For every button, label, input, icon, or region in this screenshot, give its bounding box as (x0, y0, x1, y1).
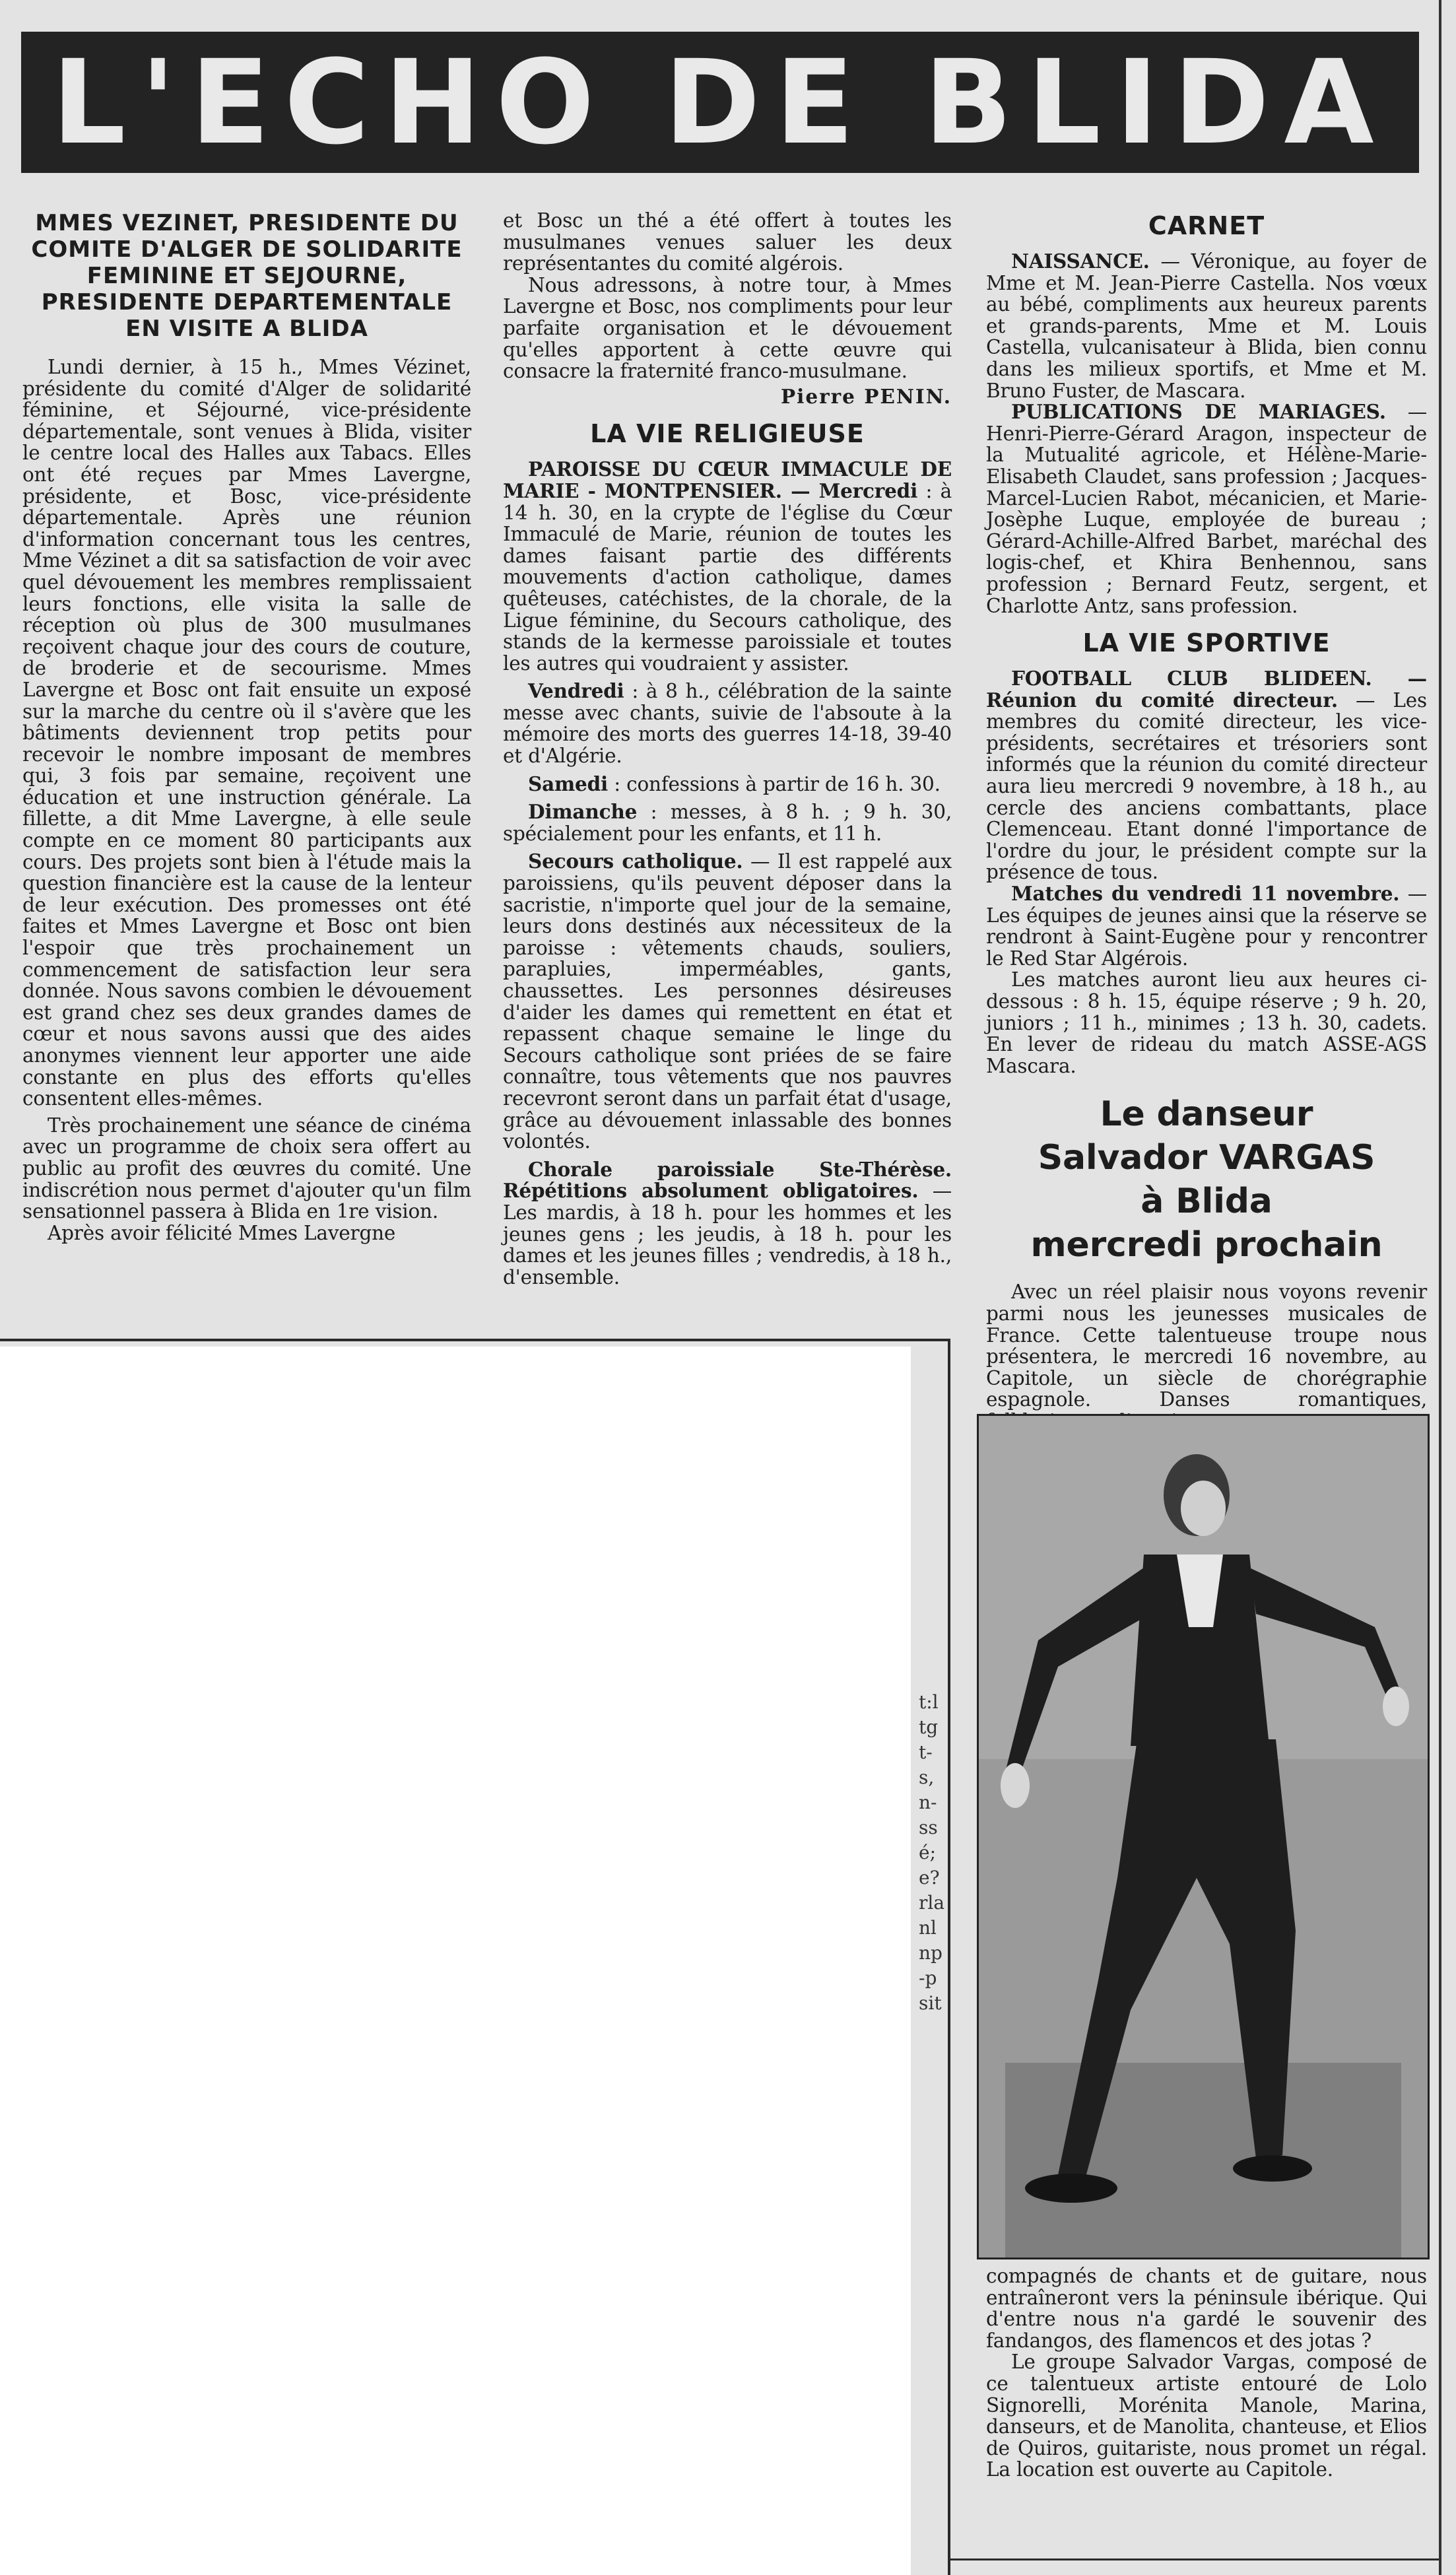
vargas-headline-line: à Blida (1141, 1182, 1273, 1222)
paragraph-fcb (986, 668, 1427, 883)
signature: Pierre PENIN. (780, 384, 952, 408)
paragraph-mariages (986, 401, 1427, 617)
paragraph-dimanche (503, 801, 952, 844)
naissance-text: — Véronique, au foyer de Mme et M. Jean-Pierre Castella. Nos vœux au bébé, compliments aux heureux parents et grands-parents, Mme et M. Louis Castella, vulcanisateur à Blida, bien connu dans les milieux sportifs, et Mme et M. Bruno Fuster, de Mascara. (986, 250, 1427, 402)
paragraph: Après avoir félicité Mmes Lavergne (48, 1221, 396, 1244)
paragraph-vendredi (503, 681, 952, 766)
dancer-photo (977, 1414, 1430, 2259)
naissance-heading: NAISSANCE. (1011, 250, 1150, 273)
vendredi-heading: Vendredi (528, 679, 624, 703)
vargas-headline-line: mercredi prochain (1030, 1225, 1383, 1265)
paragraph-naissance (986, 251, 1427, 401)
paragraph: Lundi dernier, à 15 h., Mmes Vézinet, présidente du comité d'Alger de solidarité féminine, et Séjourné, vice-présidente départementale, sont venues à Blida, visiter le centre local des Halles aux Tabacs. Elles ont été reçues par Mmes Lavergne, présidente, et Bosc, vice-présidente départementale. Après une réunion d'information concernant tous les centres, Mme Vézinet a dit sa satisfaction de voir avec quel dévouement les membres remplissaient leurs fonctions, elle visita la salle de réception où plus de 300 musulmanes reçoivent chaque jour des cours de couture, de broderie et de secourisme. Mmes Lavergne et Bosc ont fait ensuite un exposé sur la marche du centre où il s'avère que les bâtiments deviennent trop petits pour recevoir le nombre imposant de membres qui, 3 fois par semaine, reçoivent une éducation et une instruction générale. La fillette, a dit Mme Lavergne, à elle seule compte en ce moment 80 participants aux cours. Des projets sont bien à l'étude mais la question financière est la cause de la lenteur de leur exécution. Des promesses ont été faites et Mmes Lavergne et Bosc ont bien l'espoir que très prochainement un commencement de satisfaction leur sera donnée. Nous savons combien le dévouement est grand chez ses deux grandes dames de cœur et nous savons aussi que des aides anonymes viennent leur apporter une aide constante en plus des efforts qu'elles consentent elles-mêmes. (22, 356, 471, 1110)
paragraph: et Bosc un thé a été offert à toutes les musulmanes venues saluer les deux représentantes du comité algérois. (503, 209, 952, 275)
paragraph: Le groupe Salvador Vargas, composé de ce talentueux artiste entouré de Lolo Signorelli, Morénita Manole, Marina, danseurs, et de Manolita, chanteuse, et Elios de Quiros, guitariste, nous promet un régal. La location est ouverte au Capitole. (986, 2351, 1427, 2481)
paragraph: Avec un réel plaisir nous voyons revenir parmi nous les jeunesses musicales de France. Cette talentueuse troupe nous présentera, le mercredi 16 novembre, au Capitole, un siècle de chorégraphie espagnole. Danses romantiques, (986, 1281, 1427, 1411)
column-2 (503, 210, 952, 1288)
chorale-text: — Les mardis, à 18 h. pour les hommes et les jeunes gens ; les jeudis, à 18 h. pour les dames et les jeunes filles ; vendredis, à 18 h., d'ensemble. (503, 1180, 952, 1288)
blank-scan-area (0, 1347, 911, 2575)
paroisse-heading: PAROISSE DU CŒUR IMMACULE DE MARIE - MONTPENSIER. — Mercredi (503, 457, 952, 502)
samedi-heading: Samedi (528, 772, 609, 795)
column-1 (22, 210, 471, 1244)
paragraph: Très prochainement une séance de cinéma avec un programme de choix sera offert au public au profit des œuvres du comité. Une indiscrétion nous permet d'ajouter qu'un film sensationnel passera à Blida en 1re vision. (22, 1114, 471, 1223)
paragraph-matches (986, 883, 1427, 969)
column-3 (986, 210, 1427, 1432)
fcb-text: — Les membres du comité directeur, les vice-présidents, secrétaires et trésoriers sont informés que la réunion du comité directeur aura lieu mercredi 9 novembre, à 18 h., au cercle des anciens combattants, place Clemenceau. Etant donné l'importance de l'ordre du jour, le président compte sur la présence de tous. (986, 688, 1428, 884)
vargas-headline-line: Salvador VARGAS (1038, 1138, 1375, 1178)
paragraph-chorale (503, 1159, 952, 1288)
mariages-text: — Henri-Pierre-Gérard Aragon, inspecteur de la Mutualité agricole, et Hélène-Marie-Elisabeth Claudet, sans profession ; Jacques-Marcel-Lucien Rabot, mécanicien, et Marie-Josèphe Luque, employée de bureau ; Gérard-Achille-Alfred Barbet, maréchal des logis-chef, et Khira Benhennou, sans profession ; Bernard Feutz, sergent, et Charlotte Antz, sans profession. (986, 401, 1427, 617)
article-headline-vargas (986, 1092, 1427, 1267)
dimanche-heading: Dimanche (528, 800, 638, 824)
section-title-sportive: LA VIE SPORTIVE (1082, 628, 1331, 658)
masthead (21, 32, 1419, 173)
secours-text: — Il est rappelé aux paroissiens, qu'ils peuvent déposer dans la sacristie, n'importe quel jour de la semaine, leurs dons destinés aux nécessiteux de la paroisse : vêtements chauds, souliers, parapluies, imperméables, gants, chaussettes. Les personnes désireuses d'aider les dames qui remettent en état et repassent chaque semaine le linge du Secours catholique sont priées de se faire connaître, tous vêtements que nos pauvres recevront seront dans un parfait état d'usage, grâce au dévouement inlassable des bonnes volontés. (503, 850, 952, 1153)
paragraph: Les matches auront lieu aux heures ci-dessous : 8 h. 15, équipe réserve ; 9 h. 20, juniors ; 11 h., minimes ; 13 h. 30, cadets. En lever de rideau du match ASSE-AGS Mascara. (986, 968, 1427, 1077)
paroisse-text: : à 14 h. 30, en la crypte de l'église du Cœur Immaculé de Marie, réunion de toutes les dames faisant partie des différents mouvements d'action catholique, dames quêteuses, catéchistes, de la chorale, de la Ligue féminine, du Secours catholique, des stands de la kermesse paroissiale et toutes les autres qui voudraient y assister. (503, 479, 952, 675)
matches-heading: Matches du vendredi 11 novembre. (1011, 882, 1400, 906)
secours-heading: Secours catholique. (528, 850, 743, 873)
paragraph: compagnés de chants et de guitare, nous entraîneront vers la péninsule ibérique. Qui d'entre nous n'a gardé le souvenir des fandangos, des flamencos et des jotas ? (986, 2265, 1427, 2352)
vargas-headline-line: Le danseur (1100, 1094, 1313, 1135)
right-page-edge (1439, 0, 1441, 2575)
dimanche-text: : messes, à 8 h. ; 9 h. 30, spécialement pour les enfants, et 11 h. (503, 801, 952, 845)
vendredi-text: : à 8 h., célébration de la sainte messe avec chants, suivie de l'absoute à la mémoire des morts des guerres 14-18, 39-40 et d'Algérie. (503, 680, 952, 768)
dancer-illustration (979, 1416, 1428, 2257)
paragraph-samedi (503, 774, 952, 795)
mariages-heading: PUBLICATIONS DE MARIAGES. (1011, 400, 1386, 424)
column-3-continued (986, 2265, 1427, 2481)
paragraph: Nous adressons, à notre tour, à Mmes Lavergne et Bosc, nos compliments pour leur parfaite organisation et le dévouement qu'elles apportent à cette œuvre qui consacre la fraternité franco-musulmane. (503, 273, 952, 383)
masthead-title: L'ECHO DE BLIDA (51, 34, 1389, 170)
section-title-religieuse: LA VIE RELIGIEUSE (590, 419, 865, 449)
bottom-rule (950, 2558, 1439, 2560)
paragraph-secours (503, 851, 952, 1152)
cutout-edge-vertical (948, 1339, 950, 2575)
samedi-text: : confessions à partir de 16 h. 30. (608, 772, 941, 795)
article-headline-solidarite: MMES VEZINET, PRESIDENTE DU COMITE D'ALGER DE SOLIDARITE FEMININE ET SEJOURNE, PRESIDENTE DEPARTEMENTALE EN VISITE A BLIDA (31, 210, 463, 342)
section-title-carnet: CARNET (1148, 211, 1265, 240)
matches-text: — Les équipes de jeunes ainsi que la réserve se rendront à Saint-Eugène pour y rencontrer le Red Star Algérois. (986, 883, 1427, 970)
chorale-heading: Chorale paroissiale Ste-Thérèse. Répétitions absolument obligatoires. (503, 1157, 952, 1203)
paragraph-paroisse (503, 459, 952, 674)
margin-text-fragment: t:ltgt-s,n-ssé;e?rlanlnp-psit (919, 1691, 945, 2014)
cutout-edge-horizontal (0, 1339, 950, 1341)
fcb-heading: FOOTBALL CLUB BLIDEEN. — Réunion du comité directeur. (986, 667, 1427, 712)
